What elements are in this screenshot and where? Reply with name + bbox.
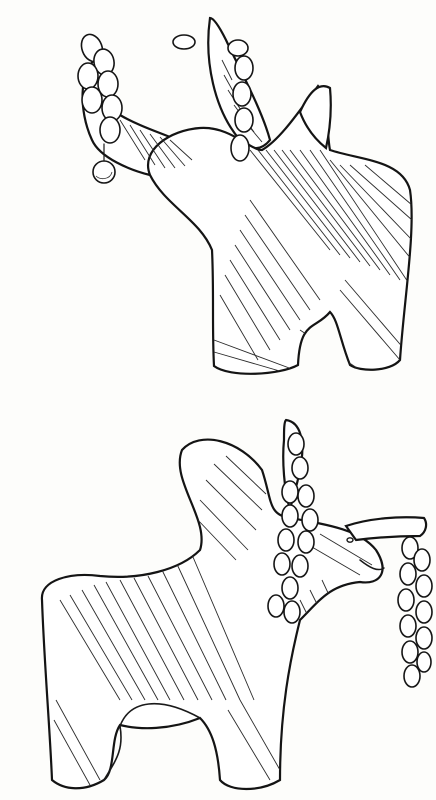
bull-figurine-side-icon — [0, 400, 436, 800]
hanging-bead-strands — [398, 537, 432, 687]
bottom-figurine — [0, 400, 436, 800]
